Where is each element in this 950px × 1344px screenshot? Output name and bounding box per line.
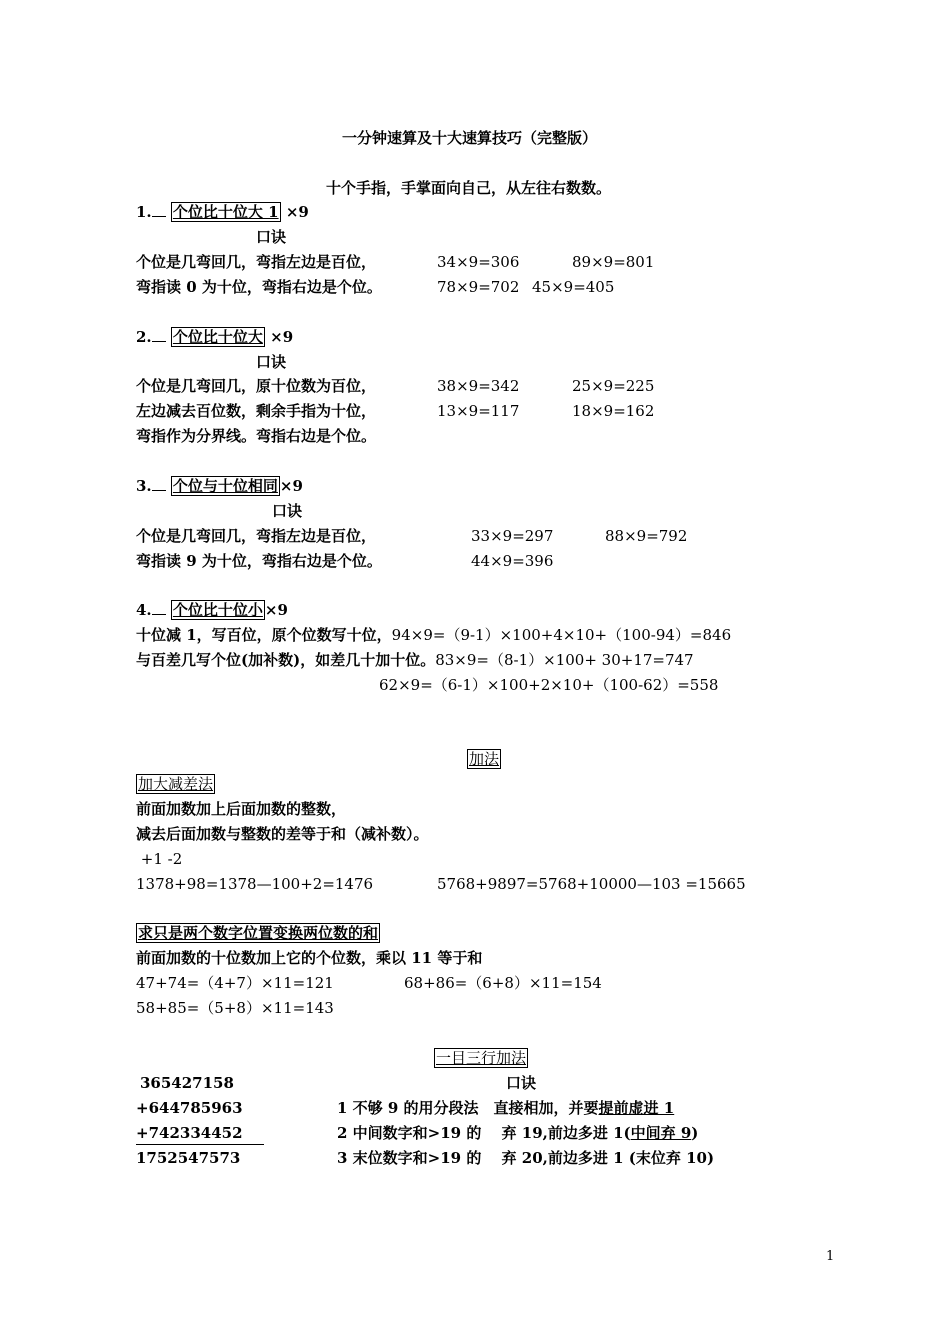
three-row-number-1: 365427158 — [140, 1074, 234, 1092]
sum-divider-line — [136, 1144, 264, 1145]
section-2-title: 个位比十位大 — [172, 328, 263, 346]
section-4-example-2: 83×9=（8-1）×100+ 30+17=747 — [435, 651, 694, 669]
section-1-heading — [136, 202, 309, 222]
section-4-suffix: ×9 — [264, 601, 288, 619]
addition-title-text: 加法 — [469, 750, 500, 768]
section-4-line-1 — [136, 625, 731, 645]
intro-text: 十个手指，手掌面向自己，从左往右数数。 — [326, 179, 612, 197]
addition-sub-2 — [136, 923, 380, 943]
section-3-number: 3. — [136, 477, 152, 495]
blank-line — [152, 476, 166, 491]
addition-sub-2-text: 求只是两个数字位置变换两位数的和 — [138, 924, 379, 942]
section-1-example-4: 45×9=405 — [532, 278, 615, 296]
section-4-example-3: 62×9=（6-1）×100+2×10+（100-62）=558 — [379, 676, 719, 694]
section-4-rule-1: 十位减 1，写百位，原个位数写十位， — [136, 626, 392, 644]
section-1-example-3: 78×9=702 — [437, 278, 520, 296]
blank-line — [152, 327, 166, 342]
section-3-rule-2: 弯指读 9 为十位，弯指右边是个位。 — [136, 552, 382, 570]
section-2-rule-3: 弯指作为分界线。弯指右边是个位。 — [136, 427, 377, 445]
section-3-example-1: 33×9=297 — [471, 527, 554, 545]
section-2-number: 2. — [136, 328, 152, 346]
addition-example-3: 47+74=（4+7）×11=121 — [136, 974, 334, 992]
section-1-rule-1: 个位是几弯回几，弯指左边是百位， — [136, 253, 377, 271]
section-3-title: 个位与十位相同 — [172, 477, 278, 495]
page-number: 1 — [826, 1249, 835, 1264]
section-2-heading — [136, 327, 293, 347]
three-row-title-text: 一目三行加法 — [436, 1049, 527, 1067]
addition-example-1: 1378+98=1378—100+2=1476 — [136, 875, 374, 893]
section-4-heading — [136, 600, 288, 620]
section-1-koujue: 口诀 — [256, 228, 287, 246]
three-row-rule-1 — [337, 1098, 674, 1118]
addition-sub-1-text: 加大减差法 — [138, 775, 214, 793]
section-3-example-2: 88×9=792 — [605, 527, 688, 545]
section-2-koujue: 口诀 — [256, 353, 287, 371]
section-4-example-1: 94×9=（9-1）×100+4×10+（100-94）=846 — [391, 626, 732, 644]
three-row-number-3: +742334452 — [136, 1124, 243, 1142]
three-row-rule-3: 3 末位数字和>19 的 弃 20,前边多进 1 (末位弃 10) — [337, 1149, 715, 1167]
addition-title — [467, 749, 501, 769]
page-title: 一分钟速算及十大速算技巧（完整版） — [342, 129, 598, 147]
section-2-example-1: 38×9=342 — [437, 377, 520, 395]
section-3-suffix: ×9 — [279, 477, 303, 495]
addition-line-3: 前面加数的十位数加上它的个位数，乘以 11 等于和 — [136, 949, 483, 967]
section-4-rule-2: 与百差几写个位(加补数)，如差几十加十位。 — [136, 651, 436, 669]
addition-line-2: 减去后面加数与整数的差等于和（减补数）。 — [136, 825, 429, 843]
three-row-number-2: +644785963 — [136, 1099, 243, 1117]
section-1-example-1: 34×9=306 — [437, 253, 520, 271]
section-4-line-2 — [136, 650, 694, 670]
addition-example-2: 5768+9897=5768+10000—103 =15665 — [437, 875, 746, 893]
section-3-koujue: 口诀 — [272, 502, 303, 520]
blank-line — [152, 600, 166, 615]
section-1-example-2: 89×9=801 — [572, 253, 655, 271]
section-3-example-3: 44×9=396 — [471, 552, 554, 570]
section-2-example-3: 13×9=117 — [437, 402, 520, 420]
three-row-title — [434, 1048, 528, 1068]
addition-example-5: 58+85=（5+8）×11=143 — [136, 999, 334, 1017]
three-row-rule-2-highlight: 中间弃 9 — [630, 1124, 692, 1142]
three-row-rule-1-text: 1 不够 9 的用分段法 直接相加，并要 — [337, 1099, 599, 1117]
section-2-rule-2: 左边减去百位数，剩余手指为十位， — [136, 402, 377, 420]
section-1-number: 1. — [136, 203, 152, 221]
three-row-total: 1752547573 — [136, 1149, 241, 1167]
section-1-rule-2: 弯指读 0 为十位，弯指右边是个位。 — [136, 278, 382, 296]
section-2-example-2: 25×9=225 — [572, 377, 655, 395]
addition-marks: +1 -2 — [136, 850, 183, 868]
section-4-number: 4. — [136, 601, 152, 619]
section-3-heading — [136, 476, 303, 496]
three-row-rule-2-close: ) — [691, 1124, 699, 1142]
addition-example-4: 68+86=（6+8）×11=154 — [404, 974, 602, 992]
section-4-title: 个位比十位小 — [172, 601, 263, 619]
section-2-example-4: 18×9=162 — [572, 402, 655, 420]
blank-line — [152, 202, 166, 217]
section-1-title: 个位比十位大 1 — [172, 203, 279, 221]
three-row-rule-2 — [337, 1123, 698, 1143]
section-1-suffix: ×9 — [285, 203, 309, 221]
section-2-rule-1: 个位是几弯回几，原十位数为百位， — [136, 377, 377, 395]
three-row-rule-2-text: 2 中间数字和>19 的 弃 19,前边多进 1( — [337, 1124, 631, 1142]
section-3-rule-1: 个位是几弯回几，弯指左边是百位， — [136, 527, 377, 545]
addition-sub-1 — [136, 774, 215, 794]
addition-line-1: 前面加数加上后面加数的整数， — [136, 800, 347, 818]
three-row-rule-1-highlight: 提前虚进 1 — [598, 1099, 675, 1117]
three-row-koujue: 口诀 — [506, 1074, 537, 1092]
section-2-suffix: ×9 — [270, 328, 294, 346]
